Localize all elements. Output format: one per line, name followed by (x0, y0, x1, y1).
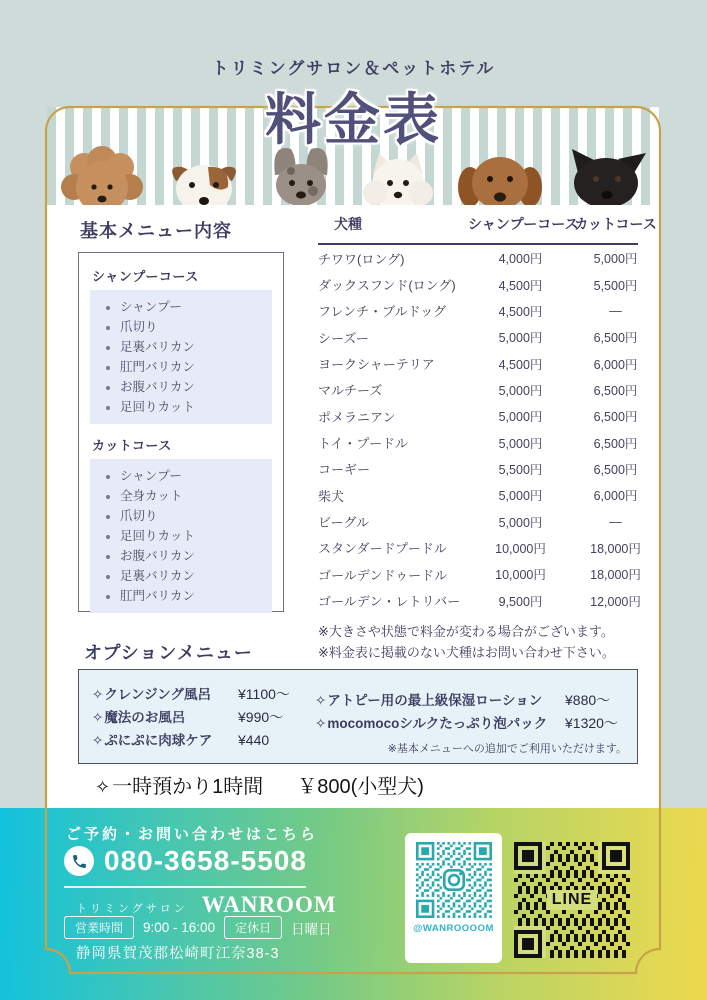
breed-cell: ゴールデン・レトリバー (318, 594, 461, 610)
brand-logo: WANROOM (201, 892, 337, 917)
option-item (92, 683, 290, 706)
shampoo-course-name: シャンプーコース (92, 269, 199, 284)
breed-cell: ポメラニアン (318, 409, 396, 425)
shampoo-price-cell: 4,500円 (498, 304, 543, 319)
shampoo-price-cell: 5,000円 (498, 383, 543, 398)
cut-price-cell: 6,000円 (593, 489, 638, 504)
diamond-icon: ✧ (315, 716, 327, 731)
instagram-qr-code (416, 842, 492, 918)
diamond-icon: ✧ (95, 777, 111, 797)
table-row (318, 271, 638, 297)
list-item: • 肛門バリカン (120, 586, 266, 606)
salon-subtitle: トリミングサロン＆ペットホテル (211, 59, 496, 78)
options-left-column (92, 683, 290, 752)
option-item (92, 706, 290, 729)
diamond-icon: ✧ (92, 687, 104, 702)
phone-number: 080-3658-5508 (104, 845, 307, 876)
list-item: • 全身カット (120, 486, 266, 506)
cut-course-name: カットコース (92, 438, 172, 453)
list-item: • 爪切り (120, 317, 266, 337)
cut-price-cell: 6,500円 (593, 383, 638, 398)
phone-icon (64, 846, 94, 876)
cut-price-cell: 5,000円 (593, 252, 638, 267)
cut-price-cell: 18,000円 (590, 541, 641, 556)
table-row (318, 298, 638, 324)
list-item: • お腹バリカン (120, 546, 266, 566)
daycare-line (95, 770, 424, 799)
cut-course-list (90, 459, 272, 613)
cut-price-cell: 6,000円 (593, 357, 638, 372)
breed-cell: コーギー (318, 462, 371, 478)
basic-menu-box (78, 252, 284, 612)
breed-cell: ビーグル (318, 515, 370, 531)
breed-cell: フレンチ・ブルドッグ (318, 304, 447, 320)
column-header-cut: カットコース (574, 216, 657, 232)
breed-cell: シーズー (318, 330, 369, 346)
option-price: ¥880〜 (565, 692, 611, 708)
white-spitz-dog-image (353, 149, 443, 205)
breed-cell: ダックスフンド(ロング) (318, 278, 456, 294)
phone-row (64, 845, 307, 877)
breed-cell: 柴犬 (318, 488, 345, 504)
instagram-handle: @WANROOOOM (413, 923, 494, 934)
diamond-icon: ✧ (92, 710, 104, 725)
price-table-notes (318, 621, 615, 663)
cut-price-cell: 12,000円 (590, 594, 641, 609)
column-header-shampoo: シャンプーコース (468, 216, 579, 232)
hours-value: 9:00 - 16:00 (143, 920, 216, 935)
page-title: 料金表 (265, 88, 442, 151)
shampoo-price-cell: 4,500円 (498, 357, 543, 372)
diamond-icon: ✧ (92, 733, 104, 748)
option-label: クレンジング風呂 (104, 687, 212, 702)
option-label: ぷにぷに肉球ケア (104, 733, 213, 748)
shampoo-price-cell: 5,000円 (498, 331, 543, 346)
price-table (318, 214, 657, 614)
table-row (318, 587, 641, 613)
breed-cell: ゴールデンドゥードル (318, 567, 448, 583)
daycare-price: ￥800(小型犬) (297, 776, 424, 798)
table-row (318, 245, 638, 271)
table-row (318, 456, 638, 482)
shampoo-course-list (90, 290, 272, 424)
instagram-qr-card (405, 833, 502, 963)
table-row (318, 403, 638, 429)
cut-price-cell: 18,000円 (590, 568, 641, 583)
shampoo-price-cell: 4,500円 (498, 278, 543, 293)
shampoo-price-cell: 4,000円 (498, 252, 543, 267)
options-menu-heading: オプションメニュー (84, 643, 253, 663)
shampoo-price-cell: 5,000円 (498, 515, 543, 530)
hours-label-chip: 営業時間 (64, 916, 134, 939)
breed-cell: トイ・プードル (318, 436, 408, 452)
note-line: ※料金表に掲載のない犬種はお問い合わせ下さい。 (318, 645, 615, 660)
breed-cell: スタンダードプードル (318, 541, 447, 557)
line-label: LINE (547, 890, 597, 910)
shampoo-price-cell: 10,000円 (495, 541, 546, 556)
shampoo-price-cell: 5,500円 (498, 462, 543, 477)
cut-price-cell: 5,500円 (593, 278, 638, 293)
shampoo-price-cell: 5,000円 (498, 410, 543, 425)
cut-price-cell: 6,500円 (593, 331, 638, 346)
table-row (318, 429, 638, 455)
table-row (318, 561, 641, 587)
hours-row (64, 916, 332, 939)
closed-value: 日曜日 (291, 921, 332, 937)
list-item: • シャンプー (120, 466, 266, 486)
option-item (315, 689, 618, 712)
option-price: ¥1100〜 (238, 686, 290, 702)
cocker-spaniel-dog-image (454, 149, 546, 205)
option-label: アトピー用の最上級保湿ローション (327, 693, 543, 708)
brand-row (76, 892, 337, 918)
shampoo-price-cell: 9,500円 (498, 594, 543, 609)
option-item (92, 729, 290, 752)
list-item: • 足裏バリカン (120, 566, 266, 586)
list-item: • 足回りカット (120, 526, 266, 546)
shampoo-price-cell: 5,000円 (498, 489, 543, 504)
breed-cell: マルチーズ (318, 383, 383, 399)
option-label: 魔法のお風呂 (104, 710, 186, 725)
list-item: • 爪切り (120, 506, 266, 526)
footer-contact-band (0, 808, 707, 1000)
option-label: mocomocoシルクたっぷり泡パック (327, 716, 548, 731)
salon-type-label: トリミングサロン (76, 903, 188, 915)
options-right-column (315, 689, 618, 735)
jack-russell-terrier-dog-image (158, 157, 250, 205)
table-row (318, 324, 638, 350)
table-row (318, 482, 638, 508)
cut-price-cell: 6,500円 (593, 462, 638, 477)
daycare-label: 一時預かり1時間 (112, 776, 264, 798)
cut-price-cell: 6,500円 (593, 436, 638, 451)
basic-menu-heading: 基本メニュー内容 (80, 217, 281, 254)
option-item (315, 712, 618, 735)
address: 静岡県賀茂郡松崎町江奈38-3 (76, 946, 280, 962)
line-qr-code (514, 842, 630, 958)
divider (64, 886, 306, 888)
list-item: • 足裏バリカン (120, 337, 266, 357)
list-item: • お腹バリカン (120, 377, 266, 397)
contact-label: ご予約・お問い合わせはこちら (66, 826, 319, 843)
table-row (318, 508, 638, 534)
closed-label-chip: 定休日 (224, 916, 282, 939)
table-row (318, 350, 638, 376)
option-price: ¥990〜 (238, 709, 284, 725)
price-table-header (318, 214, 657, 245)
option-price: ¥440 (238, 732, 270, 748)
option-price: ¥1320〜 (565, 715, 618, 731)
table-row (318, 377, 638, 403)
diamond-icon: ✧ (315, 693, 327, 708)
list-item: • シャンプー (120, 297, 266, 317)
shampoo-price-cell: 10,000円 (495, 568, 546, 583)
table-row (318, 535, 641, 561)
note-line: ※大きさや状態で料金が変わる場合がございます。 (318, 624, 614, 639)
list-item: • 肛門バリカン (120, 357, 266, 377)
cut-price-cell: ― (609, 514, 622, 529)
column-header-breed: 犬種 (334, 216, 362, 232)
options-box (78, 669, 638, 764)
options-note: ※基本メニューへの追加でご利用いただけます。 (387, 743, 627, 755)
cut-price-cell: ― (609, 303, 622, 318)
cut-price-cell: 6,500円 (593, 410, 638, 425)
breed-cell: ヨークシャーテリア (318, 357, 435, 373)
breed-cell: チワワ(ロング) (318, 251, 405, 267)
list-item: • 足回りカット (120, 397, 266, 417)
shampoo-price-cell: 5,000円 (498, 436, 543, 451)
